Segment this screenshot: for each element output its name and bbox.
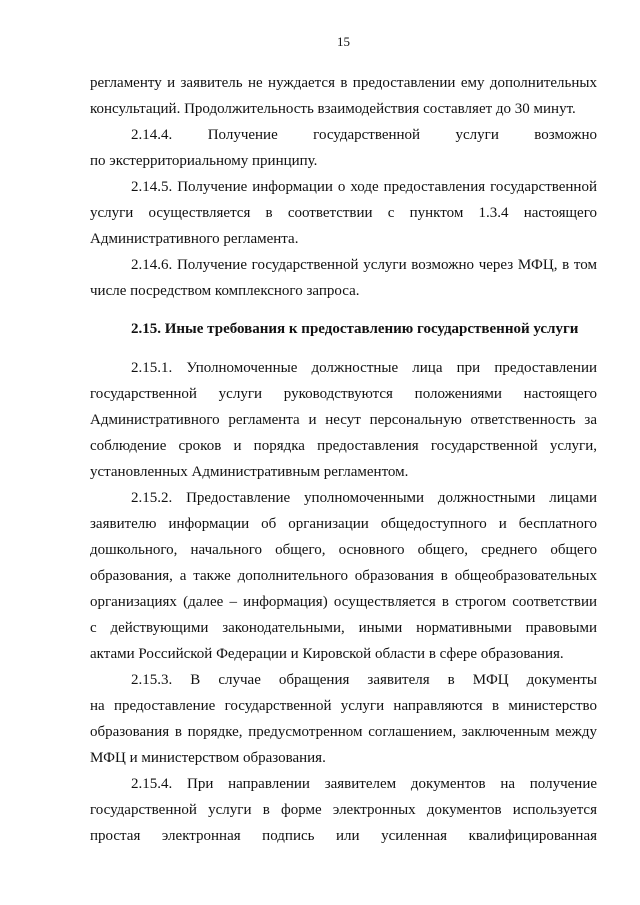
paragraph-line: 2.15.1. Уполномоченные должностные лица при предоставлении <box>131 360 597 376</box>
paragraph-line: по экстерриториальному принципу. <box>90 153 318 169</box>
paragraph-line: соблюдение сроков и порядка предоставления государственной услуги, <box>90 438 597 454</box>
paragraph-line: Административного регламента. <box>90 231 299 247</box>
paragraph-line: консультаций. Продолжительность взаимодействия составляет до 30 минут. <box>90 101 576 117</box>
paragraph <box>90 70 597 122</box>
paragraph-line: 2.14.6. Получение государственной услуги возможно через МФЦ, в том <box>131 257 597 273</box>
paragraph <box>90 771 597 849</box>
paragraph <box>90 174 597 252</box>
section-heading: 2.15. Иные требования к предоставлению государственной услуги <box>131 321 579 337</box>
paragraph-line: простая электронная подпись или усиленная квалифицированная <box>90 828 597 844</box>
paragraph-line: организациях (далее – информация) осуществляется в строгом соответствии <box>90 594 597 610</box>
paragraph-line: дошкольного, начального общего, основного общего, среднего общего <box>90 542 597 558</box>
paragraph-line: 2.15.4. При направлении заявителем документов на получение <box>131 776 597 792</box>
paragraph <box>90 252 597 304</box>
paragraph-line: 2.15.2. Предоставление уполномоченными должностными лицами <box>131 490 597 506</box>
paragraph-line: на предоставление государственной услуги направляются в министерство <box>90 698 597 714</box>
paragraph-line: регламенту и заявитель не нуждается в предоставлении ему дополнительных <box>90 75 597 91</box>
paragraph-line: заявителю информации об организации общедоступного и бесплатного <box>90 516 597 532</box>
paragraph-line: 2.14.5. Получение информации о ходе предоставления государственной <box>131 179 597 195</box>
paragraph-line: государственной услуги руководствуются положениями настоящего <box>90 386 597 402</box>
paragraph-line: услуги осуществляется в соответствии с пунктом 1.3.4 настоящего <box>90 205 597 221</box>
document-body <box>90 70 597 849</box>
paragraph <box>90 122 597 174</box>
page-number: 15 <box>337 34 350 49</box>
paragraph <box>90 667 597 771</box>
paragraph-line: числе посредством комплексного запроса. <box>90 283 360 299</box>
paragraph-line: актами Российской Федерации и Кировской области в сфере образования. <box>90 646 564 662</box>
paragraph-line: с действующими законодательными, иными нормативными правовыми <box>90 620 597 636</box>
paragraph <box>90 355 597 485</box>
paragraph-line: образования в порядке, предусмотренном соглашением, заключенным между <box>90 724 597 740</box>
paragraph-line: Административного регламента и несут персональную ответственность за <box>90 412 597 428</box>
paragraph <box>90 485 597 667</box>
paragraph-line: МФЦ и министерством образования. <box>90 750 326 766</box>
paragraph-line: образования, а также дополнительного образования в общеобразовательных <box>90 568 597 584</box>
paragraph-line: установленных Административным регламентом. <box>90 464 409 480</box>
paragraph-line: 2.15.3. В случае обращения заявителя в МФЦ документы <box>131 672 597 688</box>
paragraph-line: государственной услуги в форме электронных документов используется <box>90 802 597 818</box>
paragraph-line: 2.14.4. Получение государственной услуги возможно <box>131 127 597 143</box>
